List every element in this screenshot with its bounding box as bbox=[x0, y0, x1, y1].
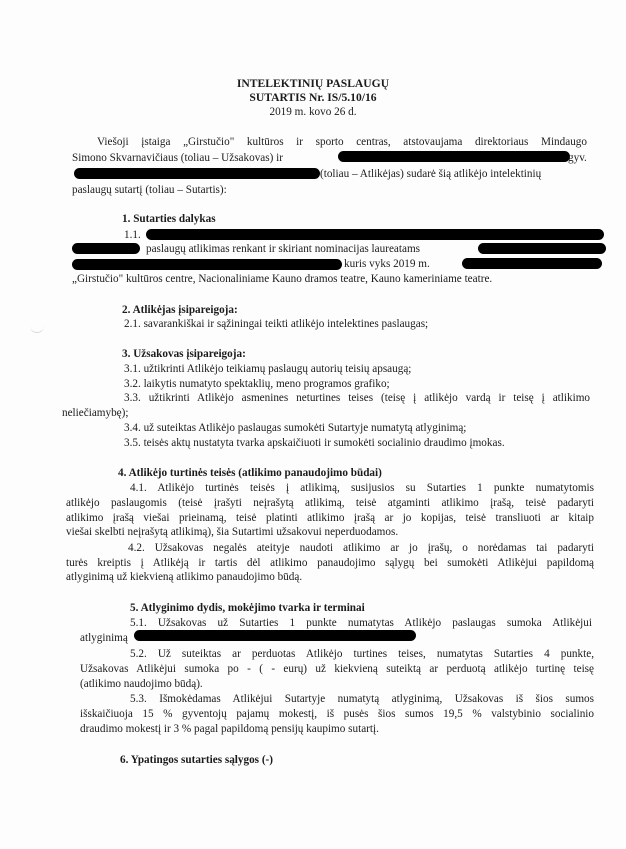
section-5-heading: 5. Atlyginimo dydis, mokėjimo tvarka ir terminai bbox=[130, 602, 365, 614]
section-5-1-line-2: atlyginimą bbox=[80, 632, 128, 644]
section-5-1-line-1: 5.1. Užsakovas už Sutarties 1 punkte numatytas Atlikėjo paslaugas sumoka Atlikėjui bbox=[130, 617, 592, 629]
section-4-1-line-1: 4.1. Atlikėjo turtinės teisės į atlikimą, susijusios su Sutarties 1 punkte numatytomis bbox=[130, 482, 594, 494]
section-3-4: 3.4. už suteiktas Atlikėjo paslaugas sumokėti Sutartyje numatytą atlyginimą; bbox=[124, 422, 467, 434]
section-3-3-cont: neliečiamybę); bbox=[62, 407, 129, 419]
redaction-block bbox=[338, 151, 570, 162]
redaction-block bbox=[478, 243, 606, 254]
redaction-block bbox=[146, 229, 604, 240]
section-3-1: 3.1. užtikrinti Atlikėjo teikiamų paslaugų autorių teisių apsaugą; bbox=[124, 363, 412, 375]
section-3-2: 3.2. laikytis numatyto spektaklių, meno programos grafiko; bbox=[124, 378, 390, 390]
redaction-block bbox=[134, 630, 416, 641]
intro-line-1: Viešoji įstaiga „Girstučio" kultūros ir sporto centras, atstovaujama direktoriaus Mindaugo bbox=[97, 136, 587, 148]
contract-number: SUTARTIS Nr. IS/5.10/16 bbox=[249, 91, 377, 104]
section-2-1: 2.1. savarankiškai ir sąžiningai teikti atlikėjo intelektines paslaugas; bbox=[124, 318, 429, 330]
intro-line-3: (toliau – Atlikėjas) sudarė šią atlikėjo intelektinių bbox=[320, 168, 542, 180]
section-5-3-line-3: draudimo mokestį ir 3 % pagal papildomą pensijų kaupimo sutartį. bbox=[80, 723, 379, 735]
section-4-1-line-2: atlikėjo paslaugomis (teisė įrašyti neįrašytą atlikimą, teisė atgaminti atlikimo įrašą, teisė padaryti bbox=[66, 497, 594, 509]
section-1-1-number: 1.1. bbox=[124, 229, 141, 241]
section-4-1-line-4: viešai skelbti neįrašytą atlikimą), šia Sutartimi užsakovui neperduodamos. bbox=[66, 526, 399, 538]
section-5-2-line-3: (atlikimo naudojimo būdą). bbox=[80, 678, 203, 690]
redaction-block bbox=[72, 259, 342, 270]
redaction-block bbox=[462, 258, 602, 269]
section-3-5: 3.5. teisės aktų nustatyta tvarka apskaičiuoti ir sumokėti socialinio draudimo įmokas. bbox=[124, 437, 505, 449]
scan-mark bbox=[30, 318, 44, 333]
section-4-2-line-1: 4.2. Užsakovas negalės ateityje naudoti atlikimo ar jo įrašų, o norėdamas tai padaryti bbox=[128, 542, 594, 554]
section-4-heading: 4. Atlikėjo turtinės teisės (atlikimo panaudojimo būdai) bbox=[118, 467, 382, 479]
redaction-block bbox=[74, 168, 320, 179]
section-2-heading: 2. Atlikėjas įsipareigoja: bbox=[122, 304, 238, 316]
contract-date: 2019 m. kovo 26 d. bbox=[269, 106, 357, 118]
section-6-heading: 6. Ypatingos sutarties sąlygos (-) bbox=[120, 754, 274, 766]
document-title: INTELEKTINIŲ PASLAUGŲ bbox=[236, 77, 390, 90]
intro-line-2: Simono Skvarnavičiaus (toliau – Užsakovas) ir bbox=[72, 152, 283, 164]
section-3-3: 3.3. užtikrinti Atlikėjo asmenines neturtines teises (teisę į atlikėjo vardą ir teisę į atlikimo bbox=[124, 392, 590, 404]
section-1-1-line-2: paslaugų atlikimas renkant ir skiriant nominacijas laureatams bbox=[146, 243, 421, 255]
section-3-heading: 3. Užsakovas įsipareigoja: bbox=[122, 348, 246, 360]
section-5-3-line-2: išskaičiuoja 15 % gyventojų pajamų mokestį, iš pusės šios sumos 19,5 % valstybinio socialinio bbox=[80, 708, 594, 720]
section-5-2-line-1: 5.2. Už suteiktas ar perduotas Atlikėjo turtines teises, numatytas Sutarties 4 punkte, bbox=[130, 648, 594, 660]
section-1-1-line-3: kuris vyks 2019 m. bbox=[344, 258, 430, 270]
section-5-2-line-2: Užsakovas Atlikėjui sumoka po - ( - eurų) už kiekvieną suteiktą ar perduotą atlikėjo turtinę teisę bbox=[80, 663, 594, 675]
redaction-block bbox=[72, 243, 140, 254]
intro-line-2-end: gyv. bbox=[568, 152, 587, 164]
section-4-2-line-2: turės kreiptis į Atlikėją ir tartis dėl atlikimo panaudojimo sąlygų bei sumokėti Atlikėjui papildomą bbox=[66, 557, 594, 569]
section-1-heading: 1. Sutarties dalykas bbox=[122, 213, 216, 225]
intro-line-4: paslaugų sutartį (toliau – Sutartis): bbox=[72, 184, 227, 196]
section-4-1-line-3: atlikimo įrašą viešai prieinamą, teisė platinti atlikimo įrašą ar jo kopijas, teisė transliuoti ar kitaip bbox=[66, 512, 594, 524]
section-1-1-line-4: „Girstučio" kultūros centre, Nacionaliniame Kauno dramos teatre, Kauno kameriniame teatre. bbox=[72, 273, 493, 285]
section-5-3-line-1: 5.3. Išmokėdamas Atlikėjui Sutartyje numatytą atlyginimą, Užsakovas iš šios sumos bbox=[130, 693, 594, 705]
section-4-2-line-3: atlyginimą už kiekvieną atlikimo panaudojimo būdą. bbox=[66, 571, 303, 583]
